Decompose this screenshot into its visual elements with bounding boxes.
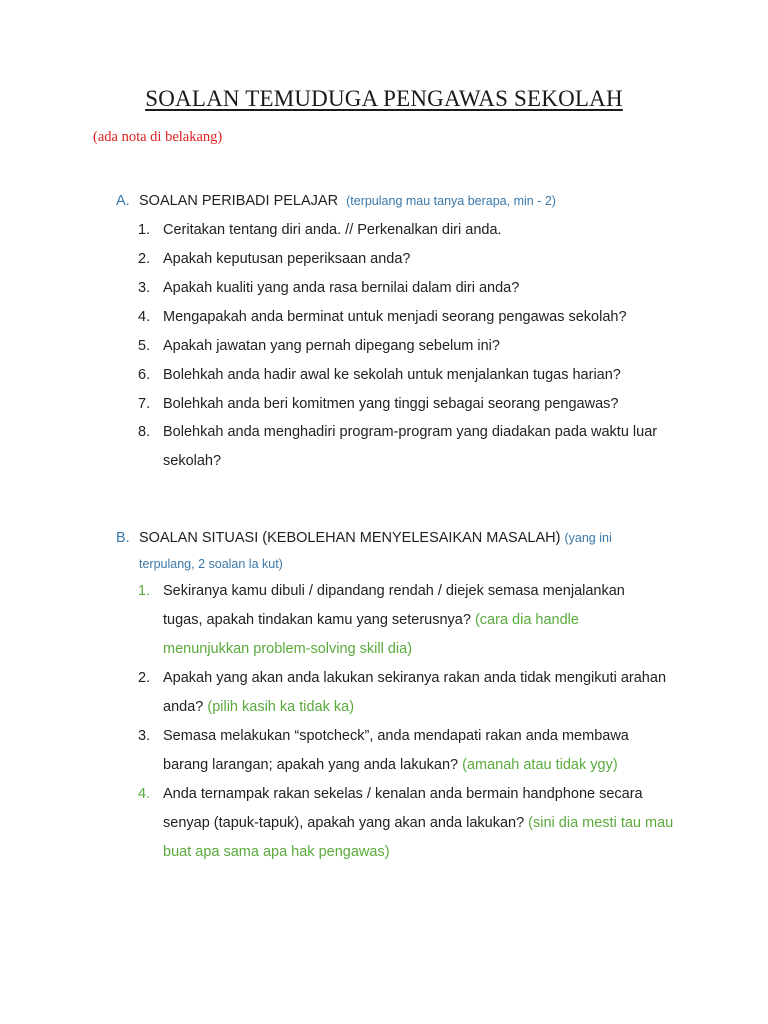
item-number: 1. [138,583,151,599]
item-text: Bolehkah anda menghadiri program-program yang diadakan pada waktu luar sekolah? [163,424,658,469]
section-b-heading [116,525,636,577]
item-hint: (cara dia handle menunjukkan problem-solving skill dia) [163,612,579,657]
list-item [138,361,678,390]
section-b-hint: (yang ini terpulang, 2 soalan la kut) [139,531,612,571]
item-hint: (sini dia mesti tau mau buat apa sama apa hak pengawas) [163,815,674,860]
back-note: (ada nota di belakang) [93,129,223,145]
list-item [138,418,668,476]
list-item [138,780,678,867]
item-text: Apakah yang akan anda lakukan sekiranya rakan anda tidak mengikuti arahan anda? [163,670,667,715]
item-number: 5. [138,338,151,354]
document-title: SOALAN TEMUDUGA PENGAWAS SEKOLAH [145,86,623,111]
section-a-hint: (terpulang mau tanya berapa, min - 2) [346,194,556,208]
list-item [138,664,666,722]
item-text: Semasa melakukan “spotcheck”, anda mendapati rakan anda membawa barang larangan; apakah yang anda lakukan? [163,728,629,773]
item-text: Mengapakah anda berminat untuk menjadi seorang pengawas sekolah? [163,309,627,325]
list-item [138,274,678,303]
item-number: 3. [138,728,151,744]
section-a-letter: A. [116,193,130,209]
list-item [138,722,666,780]
section-b-letter: B. [116,530,130,546]
list-item [138,216,678,245]
item-number: 6. [138,367,151,383]
item-text: Apakah kualiti yang anda rasa bernilai dalam diri anda? [163,280,520,296]
item-text: Bolehkah anda beri komitmen yang tinggi sebagai seorang pengawas? [163,396,619,412]
item-text: Ceritakan tentang diri anda. // Perkenalkan diri anda. [163,222,502,238]
item-hint: (amanah atau tidak ygy) [462,757,618,773]
section-b-title: SOALAN SITUASI (KEBOLEHAN MENYELESAIKAN MASALAH) [139,530,561,546]
item-number: 3. [138,280,151,296]
item-number: 1. [138,222,151,238]
item-text: Apakah jawatan yang pernah dipegang sebelum ini? [163,338,500,354]
item-number: 4. [138,309,151,325]
item-text: Sekiranya kamu dibuli / dipandang rendah / diejek semasa menjalankan tugas, apakah tindakan kamu yang seterusnya? [163,583,625,628]
item-text: Anda ternampak rakan sekelas / kenalan anda bermain handphone secara senyap (tapuk-tapuk), apakah yang akan anda lakukan? [163,786,643,831]
list-item [138,577,666,664]
item-number: 2. [138,670,151,686]
section-a-title: SOALAN PERIBADI PELAJAR [139,193,339,209]
item-number: 2. [138,251,151,267]
list-item [138,303,678,332]
item-hint: (pilih kasih ka tidak ka) [207,699,355,715]
item-text: Bolehkah anda hadir awal ke sekolah untuk menjalankan tugas harian? [163,367,621,383]
item-text: Apakah keputusan peperiksaan anda? [163,251,411,267]
list-item [138,390,678,419]
item-number: 7. [138,396,151,412]
item-number: 4. [138,786,151,802]
list-item [138,332,678,361]
item-number: 8. [138,424,151,440]
list-item [138,245,678,274]
section-a-heading [116,188,636,214]
